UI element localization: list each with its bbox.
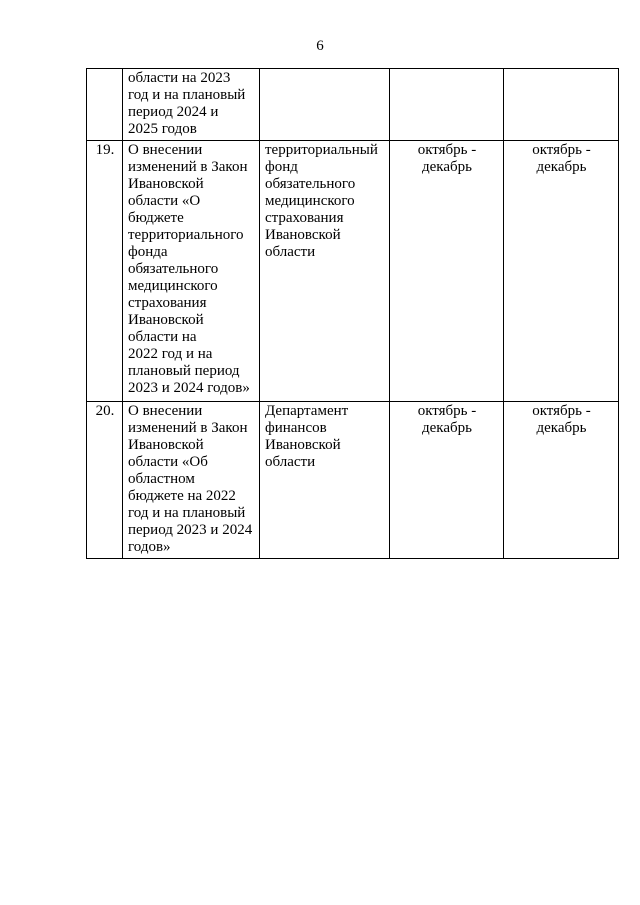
law-title-cell: О внесении изменений в Закон Ивановской области «О бюджете территориального фонда обязательного медицинского страхования Ивановской области на 2022 год и на плановый период 2023 и 2024 годов» [123, 141, 260, 402]
executor-cell: территориальный фонд обязательного медицинского страхования Ивановской области [260, 141, 390, 402]
table-row [87, 402, 619, 559]
row-number-cell: 20. [87, 402, 123, 559]
period-cell: октябрь - декабрь [504, 402, 619, 559]
row-number-cell [87, 69, 123, 141]
table-row [87, 141, 619, 402]
period-cell: октябрь - декабрь [504, 141, 619, 402]
period-cell: октябрь - декабрь [390, 402, 504, 559]
plan-table [86, 68, 619, 559]
law-title-cell: области на 2023 год и на плановый период 2024 и 2025 годов [123, 69, 260, 141]
period-cell [390, 69, 504, 141]
page-number: 6 [316, 38, 324, 54]
law-title-cell: О внесении изменений в Закон Ивановской области «Об областном бюджете на 2022 год и на плановый период 2023 и 2024 годов» [123, 402, 260, 559]
period-cell [504, 69, 619, 141]
executor-cell: Департамент финансов Ивановской области [260, 402, 390, 559]
row-number-cell: 19. [87, 141, 123, 402]
executor-cell [260, 69, 390, 141]
period-cell: октябрь - декабрь [390, 141, 504, 402]
table-row [87, 69, 619, 141]
